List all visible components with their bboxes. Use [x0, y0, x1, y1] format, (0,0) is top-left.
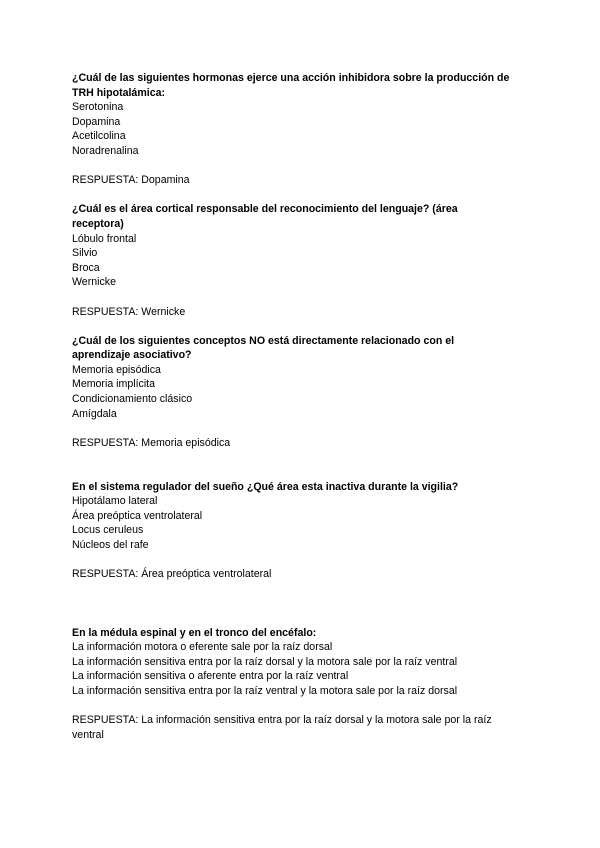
option: Acetilcolina [72, 130, 126, 143]
option: Área preóptica ventrolateral [72, 509, 203, 522]
answer-text: RESPUESTA: Wernicke [72, 305, 186, 318]
question-block-5 [72, 626, 512, 743]
spacer [72, 159, 512, 174]
option: La información sensitiva o aferente entra por la raíz ventral [72, 670, 349, 683]
option: Memoria episódica [72, 363, 161, 376]
option: La información sensitiva entra por la raíz ventral y la motora sale por la raíz dorsal [72, 684, 458, 697]
spacer [72, 450, 512, 479]
option: Locus ceruleus [72, 524, 144, 537]
question-block-1 [72, 71, 512, 188]
option: Serotonina [72, 101, 124, 114]
spacer [72, 699, 512, 714]
option: Silvio [72, 247, 98, 260]
answer-text: RESPUESTA: Dopamina [72, 174, 190, 187]
spacer [72, 421, 512, 436]
option: Amígdala [72, 407, 117, 420]
spacer [72, 290, 512, 305]
option: Broca [72, 261, 100, 274]
spacer [72, 188, 512, 203]
document-page [72, 71, 512, 742]
question-text: En el sistema regulador del sueño ¿Qué área esta inactiva durante la vigilia? [72, 480, 459, 493]
option: Memoria implícita [72, 378, 156, 391]
question-block-3 [72, 334, 512, 451]
option: La información sensitiva entra por la raíz dorsal y la motora sale por la raíz ventral [72, 655, 458, 668]
option: Condicionamiento clásico [72, 393, 193, 406]
question-block-4 [72, 480, 512, 582]
answer-text: RESPUESTA: Memoria episódica [72, 436, 231, 449]
spacer [72, 582, 512, 611]
question-text: En la médula espinal y en el tronco del encéfalo: [72, 626, 317, 639]
option: La información motora o eferente sale por la raíz dorsal [72, 641, 333, 654]
answer-text: RESPUESTA: La información sensitiva entra por la raíz dorsal y la motora sale por la raíz ventral [72, 714, 492, 741]
answer-text: RESPUESTA: Área preóptica ventrolateral [72, 568, 272, 581]
option: Noradrenalina [72, 144, 139, 157]
question-text: ¿Cuál es el área cortical responsable del reconocimiento del lenguaje? (área receptora) [72, 203, 458, 230]
option: Núcleos del rafe [72, 539, 149, 551]
question-block-2 [72, 202, 512, 319]
option: Lóbulo frontal [72, 232, 137, 245]
option: Dopamina [72, 115, 121, 128]
option: Hipotálamo lateral [72, 495, 158, 508]
spacer [72, 319, 512, 334]
spacer [72, 553, 512, 568]
question-text: ¿Cuál de las siguientes hormonas ejerce una acción inhibidora sobre la producción de TRH hipotalámica: [72, 72, 510, 99]
question-text: ¿Cuál de los siguientes conceptos NO está directamente relacionado con el aprendizaje asociativo? [72, 334, 455, 362]
spacer [72, 611, 512, 626]
option: Wernicke [72, 276, 116, 289]
